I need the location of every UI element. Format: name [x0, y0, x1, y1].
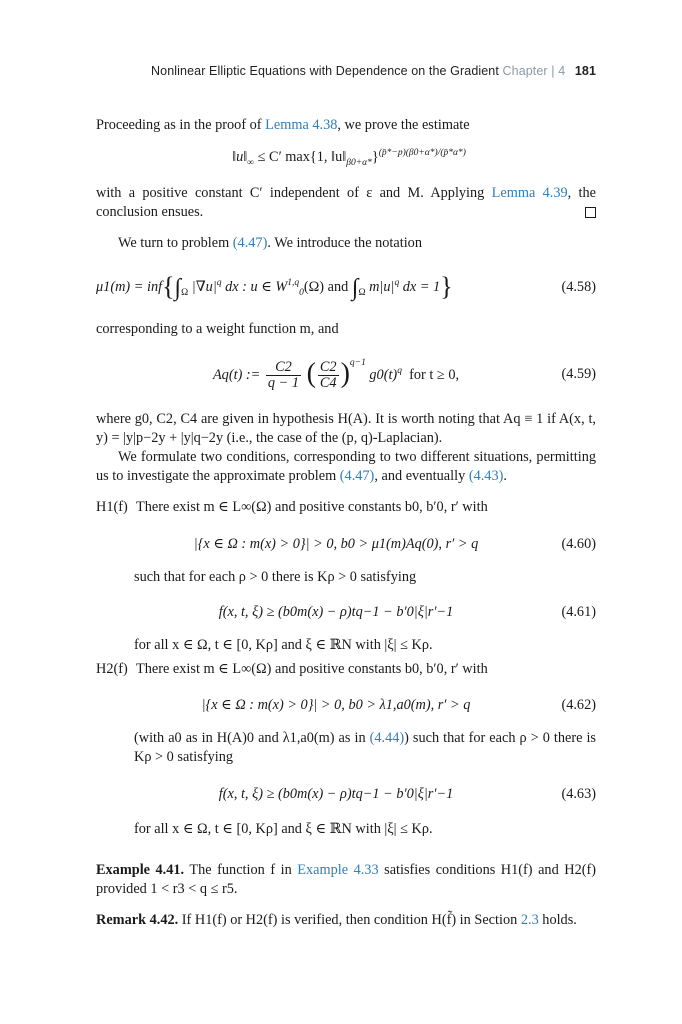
running-title: Nonlinear Elliptic Equations with Dependence on the Gradient [151, 64, 499, 78]
lemma-4-39-link[interactable]: Lemma 4.39 [491, 185, 568, 201]
paragraph-proof-intro [96, 116, 596, 135]
eq-label-4-58: (4.58) [561, 279, 596, 295]
para3-text: We turn to problem [118, 235, 233, 251]
para6-text-end: . [503, 468, 507, 484]
equation-4-58: $\mu 1(m) = inf\{\int_\Omega$ $|\nabla u|^q$ dx : u ∈ W$^{1,q}_0$(Ω) and $\int_\Omega$ $m|u|^q$ dx = 1} (4.58) [96, 270, 596, 304]
eq459-frac-num: C2 [266, 360, 301, 376]
para1-text-end: , we prove the estimate [337, 117, 470, 133]
eq459-gexp: q [397, 366, 402, 377]
est-exponent: (p̄*−p)(β0+α*)/(p̄*α*) [378, 148, 466, 159]
eq459-exp: q−1 [349, 358, 366, 368]
section-2-3-link[interactable]: 2.3 [520, 912, 539, 928]
example-text-end: satisfies conditions H1(f) and H2(f) provided 1 < r3 < q ≤ r5. [96, 862, 596, 897]
h1-text: There exist m ∈ L∞(Ω) and positive constants b0, b′0, r′ with [136, 499, 488, 515]
equation-4-60 [96, 532, 596, 556]
example-4-33-link[interactable]: Example 4.33 [297, 862, 379, 878]
eq459-par-den: C4 [319, 375, 337, 392]
h1b-text: such that for each ρ > 0 there is Kρ > 0 satisfying [134, 569, 417, 585]
equation-4-59: Aq(t) := $\frac{C2}{q - 1}$ ( $\frac{C2}{C4}$ )$^{q-1}$ $g0(t)^q$ for t ≥ 0, (4.59) [96, 350, 596, 398]
eq458-q: q [216, 278, 222, 289]
h1-range [134, 636, 596, 655]
chapter-number: 4 [558, 64, 566, 78]
est-lhs-sub: ∞ [247, 157, 255, 168]
eq458-and: and [324, 279, 352, 295]
est-lhs: ‖u‖ [232, 149, 248, 165]
eq-label-4-63: (4.63) [561, 786, 596, 802]
remark-heading: Remark 4.42. [96, 912, 179, 928]
h1c-text: for all x ∈ Ω, t ∈ [0, Kρ] and ξ ∈ ℝN with |ξ| ≤ Kρ. [134, 637, 433, 653]
running-header [96, 64, 596, 78]
eq-4-47-link-2[interactable]: (4.47) [339, 468, 375, 484]
eq458-integrand2: m|u| [369, 279, 395, 295]
eq-4-47-link[interactable]: (4.47) [232, 235, 268, 251]
lemma-4-38-link[interactable]: Lemma 4.38 [265, 117, 338, 133]
eq-label-4-59: (4.59) [561, 366, 596, 382]
equation-4-62 [96, 693, 596, 717]
h2-continuation [134, 729, 596, 767]
h2-label: H2(f) [96, 661, 128, 677]
remark-text: If H1(f) or H2(f) is verified, then condition H(f̃) in Section [178, 912, 521, 928]
para2-text: with a positive constant C′ independent of ε and M. Applying [96, 185, 492, 201]
page-number: 181 [574, 64, 596, 78]
eq458-w-sub: 0 [299, 287, 304, 298]
remark-4-42 [96, 911, 596, 930]
eq-4-44-link[interactable]: (4.44) [369, 730, 405, 746]
est-relation: ≤ C′ max{1, ‖u‖ [254, 149, 347, 165]
est-close: } [371, 149, 379, 165]
eq459-par-num: C2 [319, 359, 337, 376]
paragraph-hypothesis-note [96, 410, 596, 448]
eq463-body: f(x, t, ξ) ≥ (b0m(x) − ρ)tq−1 − b′0|ξ|r′−1 [218, 786, 454, 802]
eq458-rhs: dx = 1 [399, 279, 441, 295]
para1-text: Proceeding as in the proof of [96, 117, 266, 133]
remark-text-end: holds. [538, 912, 577, 928]
eq458-integrand: |∇u| [191, 279, 217, 295]
h2b-text: (with a0 as in H(A)0 and λ1,a0(m) as in [134, 730, 370, 746]
example-text: The function f in [184, 862, 298, 878]
para4-text: corresponding to a weight function m, and [96, 321, 339, 337]
para6-text-mid: , and eventually [374, 468, 469, 484]
paragraph-weight [96, 320, 596, 339]
eq460-body: |{x ∈ Ω : m(x) > 0}| > 0, b0 > μ1(m)Aq(0), r′ > q [193, 536, 479, 552]
equation-estimate [96, 145, 596, 169]
eq459-lhs: Aq(t) := [212, 367, 261, 383]
eq461-body: f(x, t, ξ) ≥ (b0m(x) − ρ)tq−1 − b′0|ξ|r′−1 [218, 604, 454, 620]
example-heading: Example 4.41. [96, 862, 185, 878]
hypothesis-h1 [96, 498, 596, 517]
eq458-q2: q [394, 278, 400, 289]
equation-4-61 [96, 600, 596, 624]
eq459-g: g0(t) [369, 367, 398, 383]
paragraph-two-conditions [96, 448, 596, 486]
eq458-w-sup: 1,q [287, 278, 300, 289]
eq-label-4-61: (4.61) [561, 604, 596, 620]
h2-text: There exist m ∈ L∞(Ω) and positive constants b0, b′0, r′ with [136, 661, 488, 677]
paragraph-notation [96, 234, 596, 253]
para2-text-end: , the conclusion ensues. [96, 185, 596, 220]
h2-range [134, 820, 596, 839]
h2b-text-end: ) such that for each ρ > 0 there is Kρ > 0 satisfying [134, 730, 596, 765]
h2c-text: for all x ∈ Ω, t ∈ [0, Kρ] and ξ ∈ ℝN with |ξ| ≤ Kρ. [134, 821, 433, 837]
eq-label-4-62: (4.62) [561, 697, 596, 713]
est-norm-sub: β0+α* [346, 157, 372, 168]
qed-box-icon [585, 207, 596, 218]
equation-4-63 [96, 782, 596, 806]
eq459-frac-den: q − 1 [267, 375, 299, 392]
eq458-omega: (Ω) [303, 279, 325, 295]
hypothesis-h2 [96, 660, 596, 679]
example-4-41 [96, 861, 596, 899]
h1-continuation [134, 568, 596, 587]
eq-label-4-60: (4.60) [561, 536, 596, 552]
para3-text-end: . We introduce the notation [267, 235, 422, 251]
eq462-body: |{x ∈ Ω : m(x) > 0}| > 0, b0 > λ1,a0(m), r′ > q [201, 697, 471, 713]
paragraph-conclusion [96, 184, 596, 222]
para6-text: We formulate two conditions, corresponding to two different situations, permitting us to investigate the approximate problem [96, 449, 596, 484]
eq459-condition: for t ≥ 0, [409, 367, 460, 383]
header-separator: | [551, 64, 555, 78]
h1-label: H1(f) [96, 499, 128, 515]
chapter-label: Chapter [502, 64, 548, 78]
eq458-lhs: μ1(m) = inf [96, 279, 163, 295]
para5-text: where g0, C2, C4 are given in hypothesis H(A). It is worth noting that Aq ≡ 1 if A(x, t, y) = |y|p−2y + |y|q−2y (i.e., the case of the (p, q)-Laplacian). [96, 411, 596, 446]
eq-4-43-link[interactable]: (4.43) [468, 468, 504, 484]
eq458-condition: dx : u ∈ W [221, 279, 288, 295]
